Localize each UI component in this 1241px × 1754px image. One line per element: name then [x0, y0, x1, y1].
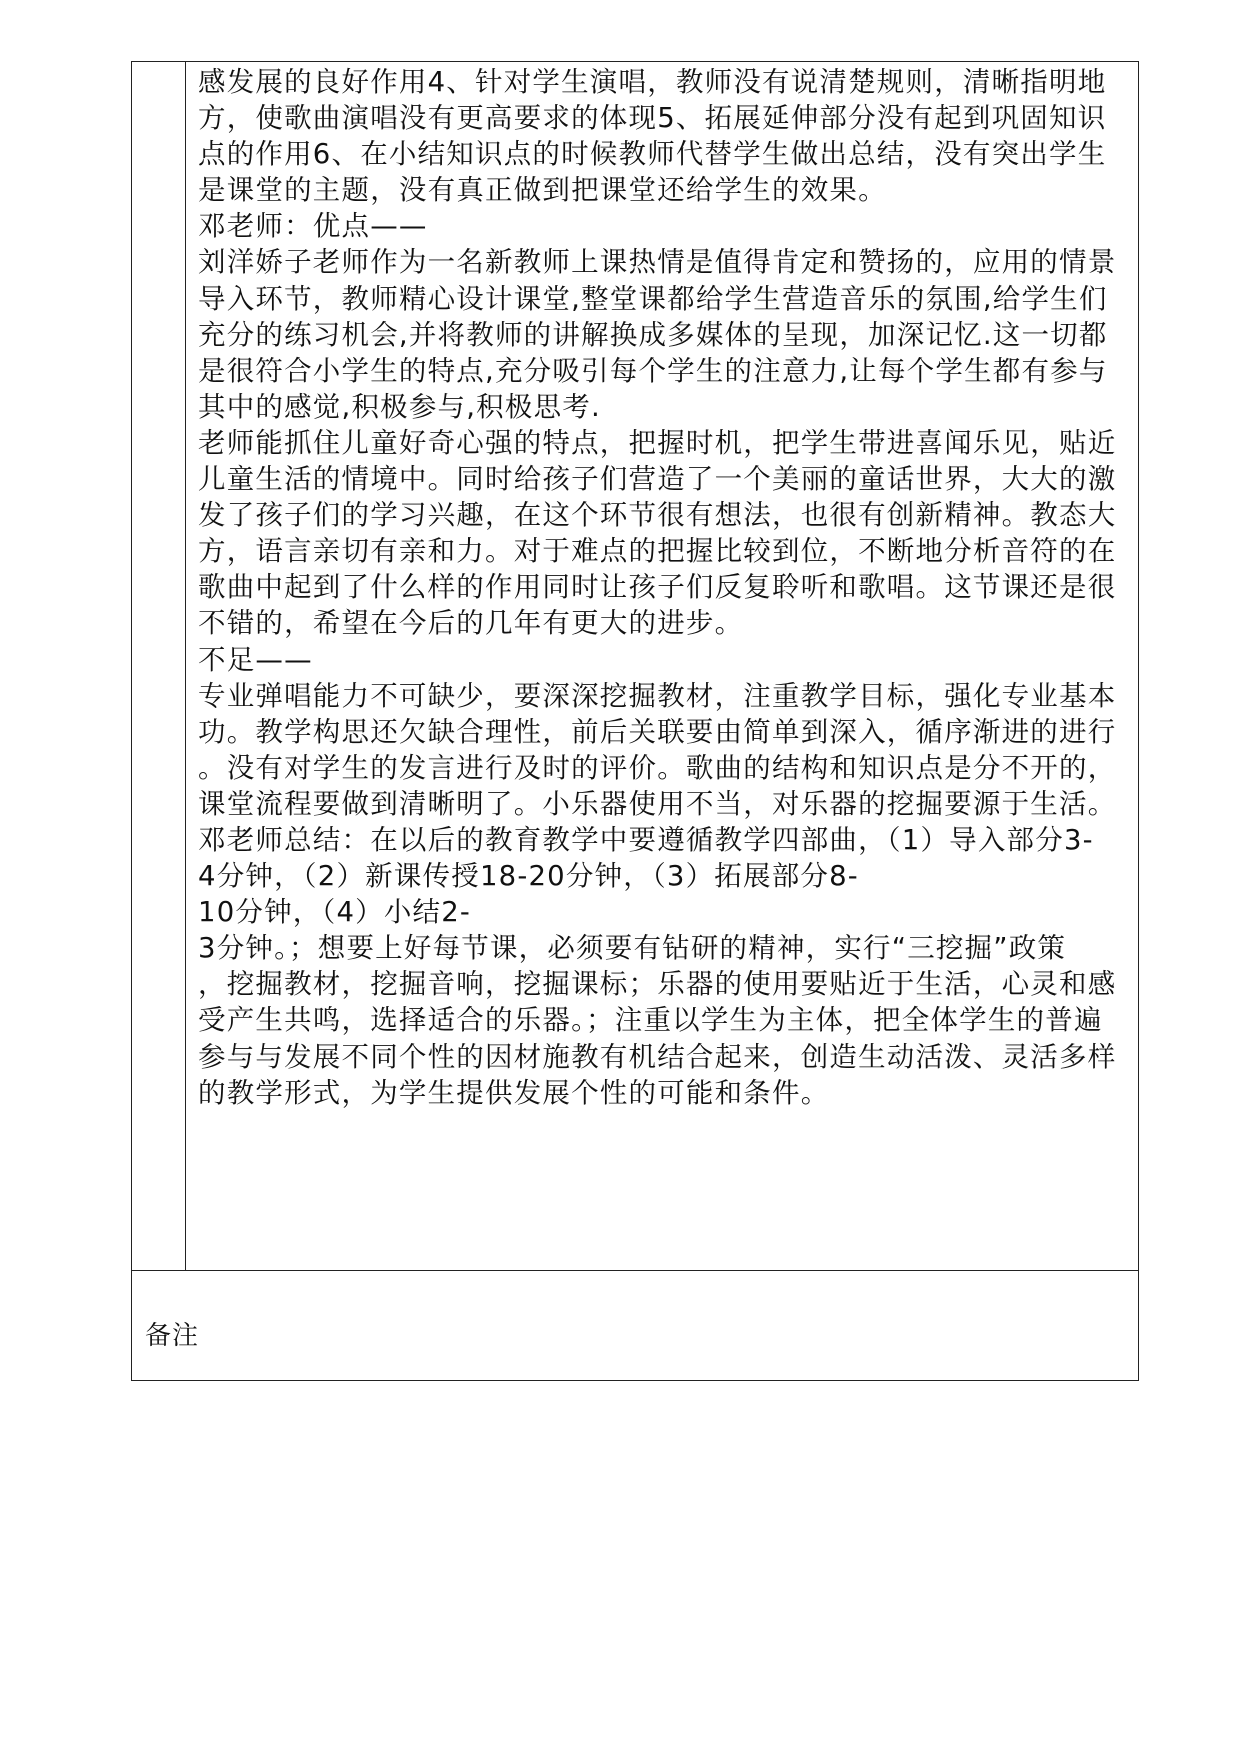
text-line: 。没有对学生的发言进行及时的评价。歌曲的结构和知识点是分不开的， — [198, 751, 1117, 784]
text-line: 方，使歌曲演唱没有更高要求的体现5、拓展延伸部分没有起到巩固知识 — [198, 102, 1107, 135]
remarks-label: 备注 — [145, 1321, 200, 1351]
text-line: 是课堂的主题，没有真正做到把课堂还给学生的效果。 — [198, 174, 887, 207]
text-line: 充分的练习机会,并将教师的讲解换成多媒体的呈现，加深记忆.这一切都 — [198, 318, 1108, 351]
text-line: 参与与发展不同个性的因材施教有机结合起来，创造生动活泼、灵活多样 — [198, 1040, 1117, 1073]
text-line: 发了孩子们的学习兴趣，在这个环节很有想法，也很有创新精神。教态大 — [198, 499, 1117, 532]
text-line: 4分钟，（2）新课传授18-20分钟，（3）拓展部分8- — [198, 860, 859, 893]
text-line: 3分钟。；想要上好每节课，必须要有钻研的精神，实行“三挖掘”政策 — [198, 932, 1067, 965]
text-line: 导入环节，教师精心设计课堂,整堂课都给学生营造音乐的氛围,给学生们 — [198, 282, 1108, 315]
text-line: 不足—— — [198, 643, 313, 676]
text-line: 专业弹唱能力不可缺少，要深深挖掘教材，注重教学目标，强化专业基本 — [198, 679, 1117, 712]
column-divider — [185, 61, 186, 1271]
text-line: 方，语言亲切有亲和力。对于难点的把握比较到位，不断地分析音符的在 — [198, 535, 1117, 568]
text-line: 不错的，希望在今后的几年有更大的进步。 — [198, 607, 744, 640]
text-line: 歌曲中起到了什么样的作用同时让孩子们反复聆听和歌唱。这节课还是很 — [198, 571, 1117, 604]
text-line: 感发展的良好作用4、针对学生演唱，教师没有说清楚规则，清晰指明地 — [198, 66, 1107, 98]
text-line: 刘洋娇子老师作为一名新教师上课热情是值得肯定和赞扬的，应用的情景 — [198, 246, 1117, 279]
text-line: 儿童生活的情境中。同时给孩子们营造了一个美丽的童话世界，大大的激 — [198, 463, 1117, 496]
text-line: 邓老师：优点—— — [198, 210, 428, 243]
text-line: 功。教学构思还欠缺合理性，前后关联要由简单到深入，循序渐进的进行 — [198, 715, 1117, 748]
text-line: 受产生共鸣，选择适合的乐器。；注重以学生为主体，把全体学生的普遍 — [198, 1004, 1103, 1037]
row-divider — [131, 1270, 1139, 1271]
text-line: 是很符合小学生的特点,充分吸引每个学生的注意力,让每个学生都有参与 — [198, 354, 1108, 387]
text-line: 老师能抓住儿童好奇心强的特点，把握时机，把学生带进喜闻乐见，贴近 — [198, 426, 1117, 459]
evaluation-content-cell — [198, 64, 1128, 1264]
text-line: 的教学形式，为学生提供发展个性的可能和条件。 — [198, 1076, 830, 1109]
text-line: 课堂流程要做到清晰明了。小乐器使用不当，对乐器的挖掘要源于生活。 — [198, 787, 1117, 820]
text-line: 10分钟，（4）小结2- — [198, 896, 472, 929]
text-line: ，挖掘教材，挖掘音响，挖掘课标；乐器的使用要贴近于生活，心灵和感 — [198, 968, 1117, 1001]
text-line: 其中的感觉,积极参与,积极思考. — [198, 390, 601, 423]
text-line: 点的作用6、在小结知识点的时候教师代替学生做出总结，没有突出学生 — [198, 138, 1107, 171]
text-line: 邓老师总结：在以后的教育教学中要遵循教学四部曲，（1）导入部分3- — [198, 823, 1094, 856]
